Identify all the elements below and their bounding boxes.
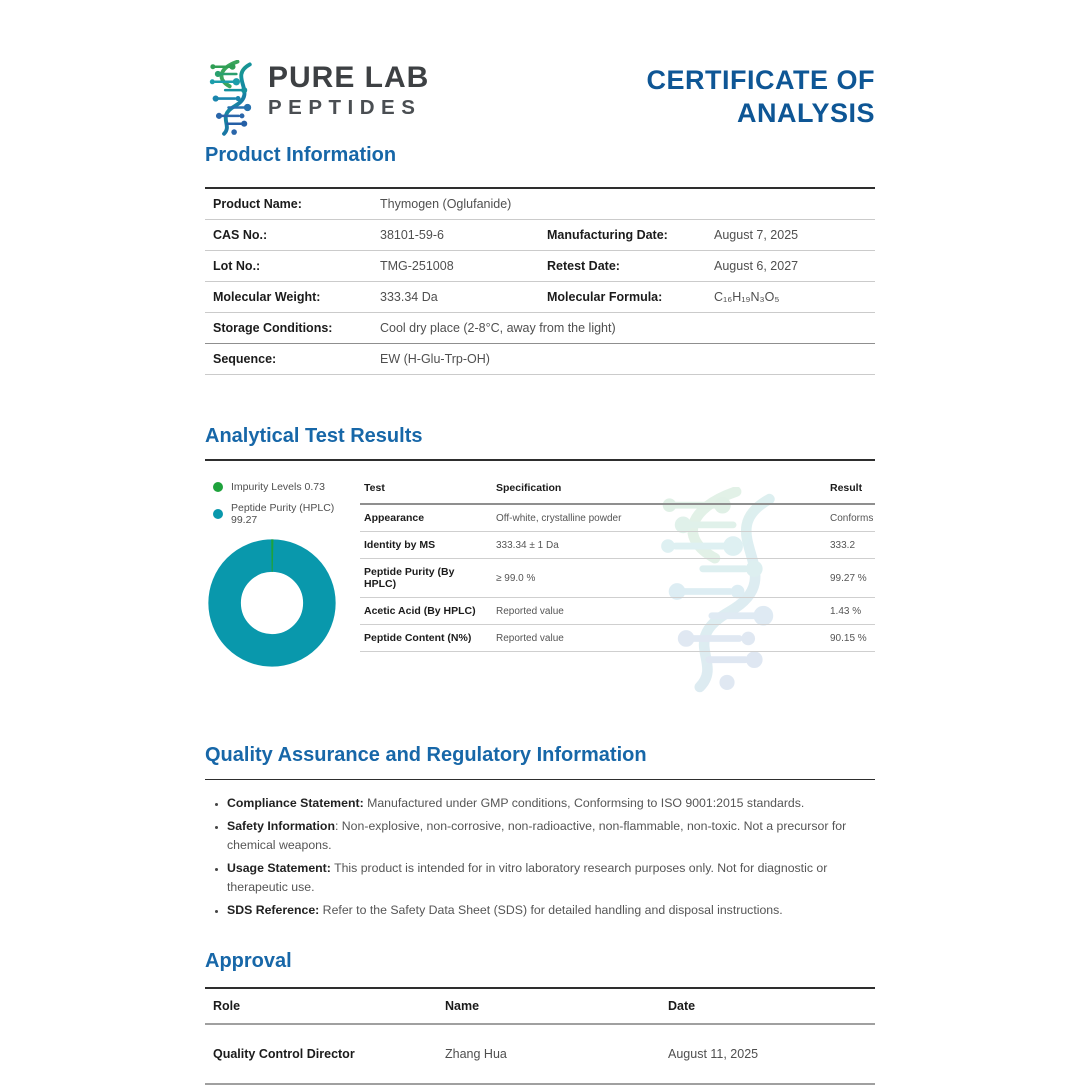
column-header-name: Name [437, 988, 660, 1024]
table-row [360, 559, 875, 598]
table-row [360, 504, 875, 532]
field-label: CAS No.: [213, 228, 268, 242]
legend-dot-purity-icon [213, 509, 223, 519]
table-row [360, 532, 875, 559]
legend-label: Peptide Purity (HPLC) 99.27 [231, 502, 335, 526]
brand-logo [205, 60, 429, 141]
field-label: Molecular Formula: [547, 290, 663, 304]
field-value: EW (H-Glu-Trp-OH) [380, 352, 490, 366]
section-divider [205, 779, 875, 780]
field-label: Storage Conditions: [213, 321, 333, 335]
certificate-title [647, 60, 875, 130]
product-info-row [205, 344, 875, 375]
test-name: Appearance [360, 504, 492, 532]
analytical-body [205, 477, 875, 682]
field-label: Product Name: [213, 197, 302, 211]
test-result: 99.27 % [826, 559, 875, 598]
certificate-title-line1: CERTIFICATE OF [646, 65, 875, 95]
test-result: Conforms [826, 504, 875, 532]
field-value: Cool dry place (2-8°C, away from the light) [380, 321, 616, 335]
approval-table [205, 987, 875, 1085]
test-name: Identity by MS [360, 532, 492, 559]
quality-bullet-list [205, 794, 875, 920]
field-value: TMG-251008 [380, 259, 454, 273]
field-value: C₁₆H₁₉N₃O₅ [714, 290, 780, 304]
bullet-text: This product is intended for in vitro laboratory research purposes only. Not for diagnostic or therapeutic use. [227, 861, 828, 895]
test-specification: ≥ 99.0 % [492, 559, 826, 598]
approver-name: Zhang Hua [437, 1024, 660, 1084]
test-name: Acetic Acid (By HPLC) [360, 598, 492, 625]
test-result: 333.2 [826, 532, 875, 559]
field-label: Manufacturing Date: [547, 228, 668, 242]
column-header-specification: Specification [492, 477, 826, 504]
product-info-row [205, 188, 875, 220]
section-divider [205, 459, 875, 461]
legend-label: Impurity Levels 0.73 [231, 481, 325, 493]
bullet-item-usage [227, 859, 875, 897]
test-specification: Off-white, crystalline powder [492, 504, 826, 532]
header [205, 60, 875, 134]
bullet-text: Manufactured under GMP conditions, Conformsing to ISO 9001:2015 standards. [363, 796, 805, 810]
brand-name [268, 60, 429, 120]
column-header-test: Test [360, 477, 492, 504]
test-results-header-row [360, 477, 875, 504]
test-results-table [360, 477, 875, 652]
bullet-label: SDS Reference: [227, 903, 320, 918]
field-label: Retest Date: [547, 259, 620, 273]
test-name: Peptide Purity (By HPLC) [360, 559, 492, 598]
bullet-item-safety [227, 817, 875, 855]
section-heading-quality-assurance: Quality Assurance and Regulatory Information [205, 744, 647, 766]
section-heading-approval: Approval [205, 950, 292, 973]
dna-helix-icon [205, 60, 261, 141]
column-header-result: Result [826, 477, 875, 504]
chart-legend [205, 477, 360, 526]
legend-item-impurity [213, 481, 360, 493]
test-name: Peptide Content (N%) [360, 625, 492, 652]
table-row [360, 625, 875, 652]
bullet-label: Safety Information [227, 819, 335, 834]
test-specification: Reported value [492, 598, 826, 625]
purity-donut-chart [205, 536, 360, 675]
bullet-label: Usage Statement: [227, 861, 331, 876]
bullet-item-sds [227, 901, 875, 920]
bullet-item-compliance [227, 794, 875, 813]
approval-date: August 11, 2025 [660, 1024, 875, 1084]
purity-chart-panel [205, 477, 360, 682]
approver-role: Quality Control Director [205, 1024, 437, 1084]
brand-name-line2: PEPTIDES [268, 95, 422, 119]
test-results-panel [360, 477, 875, 682]
field-label: Molecular Weight: [213, 290, 321, 304]
test-result: 1.43 % [826, 598, 875, 625]
bullet-label: Compliance Statement: [227, 796, 364, 810]
product-info-row [205, 220, 875, 251]
field-value: 333.34 Da [380, 290, 438, 304]
legend-dot-impurity-icon [213, 482, 223, 492]
column-header-role: Role [205, 988, 437, 1024]
bullet-text: : Non-explosive, non-corrosive, non-radioactive, non-flammable, non-toxic. Not a precursor for chemical weapons. [227, 819, 847, 853]
field-label: Lot No.: [213, 259, 261, 273]
certificate-title-line2: ANALYSIS [736, 97, 875, 128]
field-value: Thymogen (Oglufanide) [380, 197, 512, 211]
section-heading-analytical-test-results: Analytical Test Results [205, 425, 423, 447]
product-info-row [205, 282, 875, 313]
product-info-table [205, 187, 875, 375]
test-specification: 333.34 ± 1 Da [492, 532, 826, 559]
table-row [205, 1024, 875, 1084]
product-info-row [205, 251, 875, 282]
column-header-date: Date [660, 988, 875, 1024]
product-info-row [205, 313, 875, 344]
section-heading-product-information: Product Information [205, 144, 397, 166]
field-value: August 7, 2025 [714, 228, 799, 242]
table-row [360, 598, 875, 625]
legend-item-purity [213, 502, 360, 526]
brand-name-line1: PURE LAB [268, 61, 430, 94]
field-label: Sequence: [213, 352, 277, 366]
field-value: August 6, 2027 [714, 259, 799, 273]
test-result: 90.15 % [826, 625, 875, 652]
field-value: 38101-59-6 [380, 228, 444, 242]
approval-header-row [205, 988, 875, 1024]
bullet-text: Refer to the Safety Data Sheet (SDS) for detailed handling and disposal instructions. [319, 903, 783, 918]
test-specification: Reported value [492, 625, 826, 652]
